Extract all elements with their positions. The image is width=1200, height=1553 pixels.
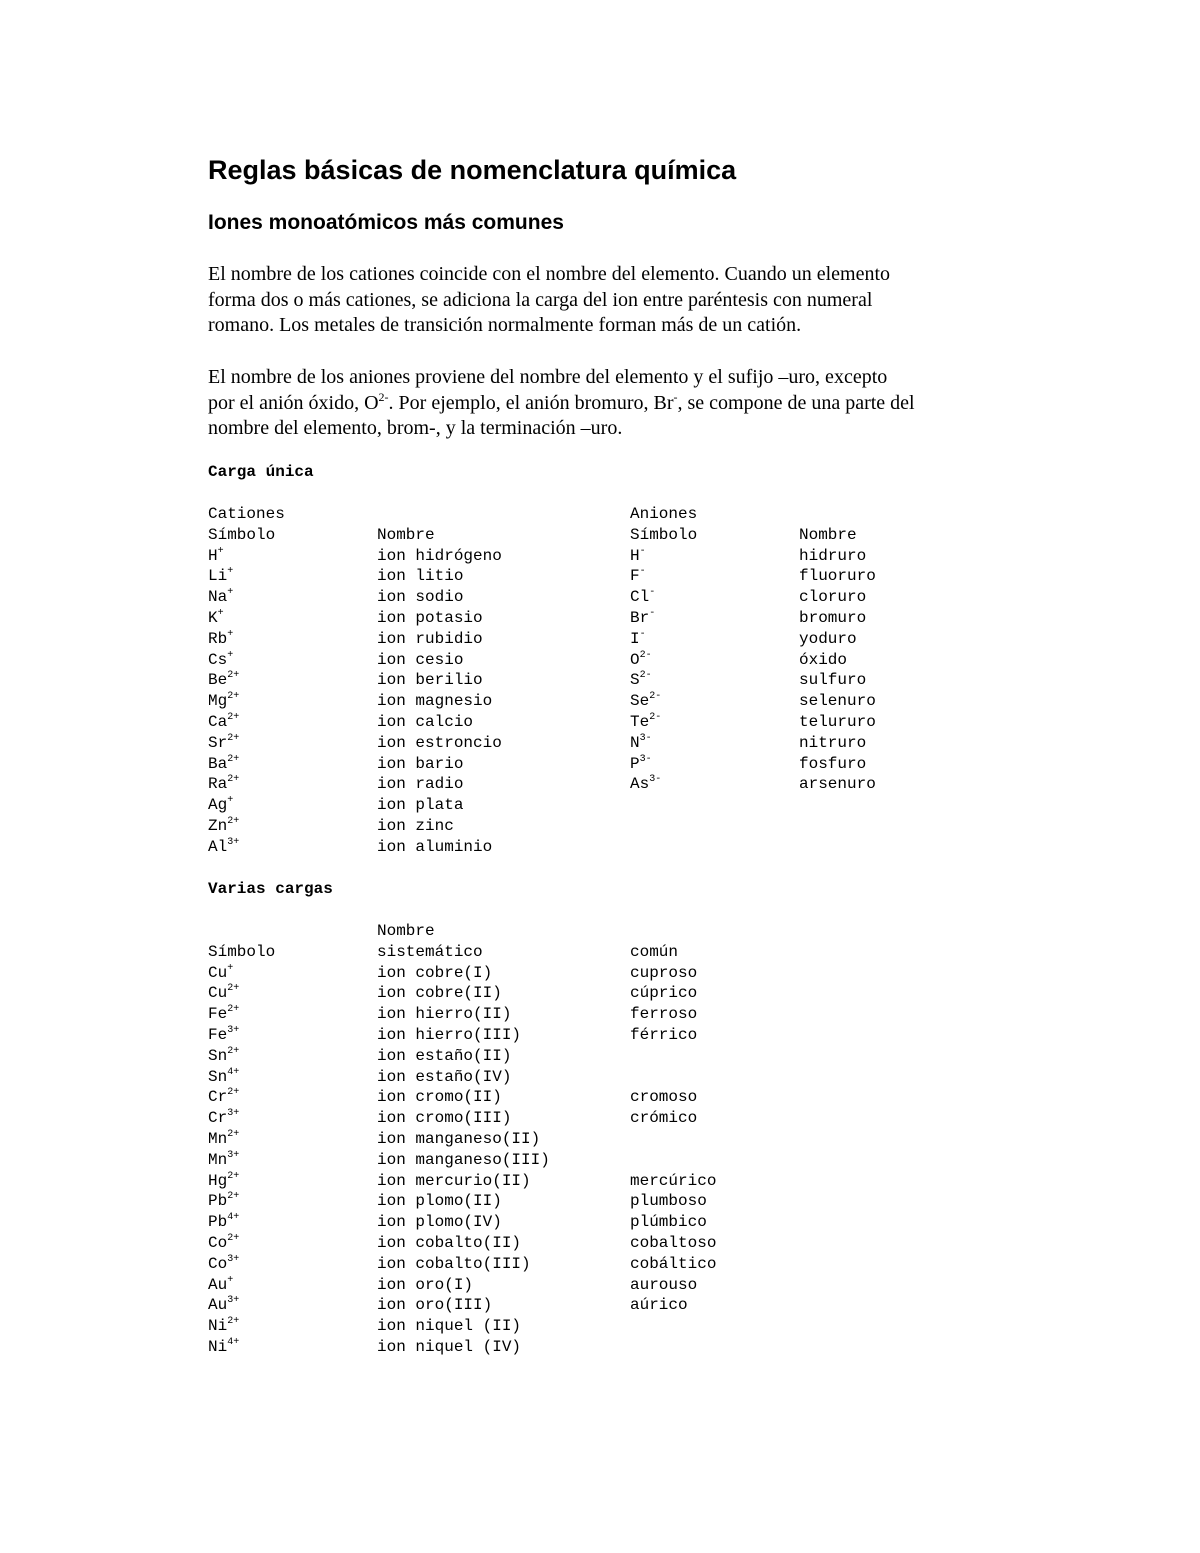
column-header-sistematico: sistemático xyxy=(377,942,483,961)
charge-superscript: 2- xyxy=(649,691,662,703)
charge-superscript: + xyxy=(217,607,224,619)
charge-superscript: 4+ xyxy=(227,1336,240,1348)
ion-symbol xyxy=(208,1150,239,1171)
ion-symbol xyxy=(208,1233,239,1254)
common-name: aúrico xyxy=(630,1296,688,1315)
charge-superscript: 2- xyxy=(378,389,389,404)
cation-name: ion radio xyxy=(377,775,464,794)
element-symbol: H xyxy=(208,546,218,565)
ion-symbol xyxy=(630,629,646,650)
column-header-simbolo: Símbolo xyxy=(208,942,276,961)
element-symbol: S xyxy=(630,671,640,690)
element-symbol: Cl xyxy=(630,588,650,607)
ion-symbol xyxy=(208,546,224,567)
ion-symbol xyxy=(630,650,652,671)
charge-superscript: 3+ xyxy=(227,1024,240,1036)
common-name: crómico xyxy=(630,1109,698,1128)
ion-symbol xyxy=(208,650,233,671)
element-symbol: Fe xyxy=(208,1025,228,1044)
charge-superscript: 3+ xyxy=(227,1108,240,1120)
charge-superscript: 2+ xyxy=(227,691,240,703)
cation-name: ion calcio xyxy=(377,712,474,731)
charge-superscript: 2+ xyxy=(227,711,240,723)
text-run: , se compone de una parte del xyxy=(677,391,915,414)
ion-symbol xyxy=(208,566,233,587)
charge-superscript: 2+ xyxy=(227,1191,240,1203)
column-header-simbolo: Símbolo xyxy=(630,525,698,544)
cation-name: ion litio xyxy=(377,567,464,586)
anion-name: sulfuro xyxy=(799,671,867,690)
charge-superscript: 2+ xyxy=(227,732,240,744)
charge-superscript: 2+ xyxy=(227,670,240,682)
ion-symbol xyxy=(208,774,239,795)
common-name: aurouso xyxy=(630,1275,698,1294)
charge-superscript: 2+ xyxy=(227,774,240,786)
ion-symbol xyxy=(208,1316,239,1337)
systematic-name: ion hierro(III) xyxy=(377,1025,522,1044)
element-symbol: Br xyxy=(630,608,650,627)
element-symbol: Zn xyxy=(208,816,228,835)
cation-name: ion aluminio xyxy=(377,837,493,856)
anion-name: nitruro xyxy=(799,733,867,752)
ion-symbol xyxy=(630,733,652,754)
cation-name: ion sodio xyxy=(377,588,464,607)
systematic-name: ion niquel (II) xyxy=(377,1317,522,1336)
element-symbol: Ra xyxy=(208,775,228,794)
ion-symbol xyxy=(208,754,239,775)
common-name: cromoso xyxy=(630,1088,698,1107)
element-symbol: Sn xyxy=(208,1046,228,1065)
anion-name: hidruro xyxy=(799,546,867,565)
ion-symbol xyxy=(208,1337,239,1358)
cation-name: ion hidrógeno xyxy=(377,546,502,565)
charge-superscript: 2+ xyxy=(227,1170,240,1182)
element-symbol: Be xyxy=(208,671,228,690)
charge-superscript: - xyxy=(673,389,678,404)
column-header-nombre: Nombre xyxy=(377,922,435,940)
paragraph-line: El nombre de los aniones proviene del nombre del elemento y el sufijo –uro, excepto xyxy=(208,366,888,388)
cation-name: ion berilio xyxy=(377,671,483,690)
aniones-header: Aniones xyxy=(630,505,698,523)
element-symbol: Ni xyxy=(208,1317,228,1336)
paragraph-line: forma dos o más cationes, se adiciona la carga del ion entre paréntesis con numeral xyxy=(208,288,873,311)
charge-superscript: 2- xyxy=(639,649,652,661)
element-symbol: F xyxy=(630,567,640,586)
paragraph-cationes xyxy=(208,262,998,339)
systematic-name: ion hierro(II) xyxy=(377,1005,512,1024)
charge-superscript: + xyxy=(227,1274,234,1286)
ion-symbol xyxy=(208,1025,239,1046)
element-symbol: Cu xyxy=(208,984,228,1003)
systematic-name: ion estaño(II) xyxy=(377,1046,512,1065)
column-header-comun: común xyxy=(630,942,679,961)
systematic-name: ion manganeso(II) xyxy=(377,1129,541,1148)
charge-superscript: 2- xyxy=(649,711,662,723)
ion-symbol xyxy=(630,587,655,608)
element-symbol: N xyxy=(630,733,640,752)
common-name: cobáltico xyxy=(630,1254,717,1273)
ion-symbol xyxy=(208,1295,239,1316)
charge-superscript: + xyxy=(227,795,234,807)
charge-superscript: 2+ xyxy=(227,1087,240,1099)
element-symbol: Au xyxy=(208,1296,228,1315)
anion-name: yoduro xyxy=(799,629,857,648)
varias-cargas-title: Varias cargas xyxy=(208,880,333,898)
charge-superscript: 3+ xyxy=(227,1253,240,1265)
charge-superscript: 4+ xyxy=(227,1066,240,1078)
ion-symbol xyxy=(208,795,233,816)
column-header-nombre: Nombre xyxy=(799,525,857,544)
common-name: plúmbico xyxy=(630,1213,707,1232)
charge-superscript: 2+ xyxy=(227,983,240,995)
charge-superscript: 2+ xyxy=(227,1232,240,1244)
ion-symbol xyxy=(208,1108,239,1129)
ion-symbol xyxy=(208,1275,233,1296)
element-symbol: Pb xyxy=(208,1213,228,1232)
page-title: Reglas básicas de nomenclatura química xyxy=(208,155,737,185)
paragraph-line: romano. Los metales de transición normalmente forman más de un catión. xyxy=(208,314,802,337)
charge-superscript: + xyxy=(217,545,224,557)
text-run: por el anión óxido, O xyxy=(208,391,379,414)
ion-symbol xyxy=(208,629,233,650)
cation-name: ion magnesio xyxy=(377,692,493,711)
element-symbol: Co xyxy=(208,1233,228,1252)
element-symbol: As xyxy=(630,775,650,794)
charge-superscript: - xyxy=(649,607,656,619)
common-name: ferroso xyxy=(630,1005,698,1024)
systematic-name: ion mercurio(II) xyxy=(377,1171,531,1190)
charge-superscript: 3- xyxy=(649,774,662,786)
systematic-name: ion cromo(III) xyxy=(377,1109,512,1128)
ion-symbol xyxy=(208,1171,239,1192)
ion-symbol xyxy=(630,566,646,587)
charge-superscript: 3+ xyxy=(227,1149,240,1161)
anion-name: fosfuro xyxy=(799,754,867,773)
systematic-name: ion estaño(IV) xyxy=(377,1067,512,1086)
ion-symbol xyxy=(208,1087,239,1108)
cation-name: ion bario xyxy=(377,754,464,773)
ion-symbol xyxy=(630,608,655,629)
systematic-name: ion plomo(II) xyxy=(377,1192,502,1211)
element-symbol: Na xyxy=(208,588,228,607)
cation-name: ion zinc xyxy=(377,816,454,835)
element-symbol: Mn xyxy=(208,1150,228,1169)
element-symbol: Ag xyxy=(208,796,228,815)
cation-name: ion cesio xyxy=(377,650,464,669)
anion-name: telururo xyxy=(799,712,876,731)
cation-name: ion plata xyxy=(377,796,464,815)
ion-symbol xyxy=(630,691,661,712)
anion-name: bromuro xyxy=(799,608,867,627)
anion-name: selenuro xyxy=(799,692,876,711)
element-symbol: Rb xyxy=(208,629,228,648)
text-run: . Por ejemplo, el anión bromuro, Br xyxy=(388,391,674,414)
systematic-name: ion cromo(II) xyxy=(377,1088,502,1107)
element-symbol: Mg xyxy=(208,692,228,711)
ion-symbol xyxy=(630,670,652,691)
charge-superscript: + xyxy=(227,628,234,640)
element-symbol: Te xyxy=(630,712,650,731)
charge-superscript: 3- xyxy=(639,732,652,744)
systematic-name: ion cobalto(III) xyxy=(377,1254,531,1273)
cation-name: ion estroncio xyxy=(377,733,502,752)
systematic-name: ion cobalto(II) xyxy=(377,1233,522,1252)
element-symbol: Se xyxy=(630,692,650,711)
element-symbol: I xyxy=(630,629,640,648)
anion-name: fluoruro xyxy=(799,567,876,586)
charge-superscript: 2+ xyxy=(227,815,240,827)
column-header-nombre: Nombre xyxy=(377,525,435,544)
charge-superscript: 2+ xyxy=(227,1045,240,1057)
common-name: mercúrico xyxy=(630,1171,717,1190)
ion-symbol xyxy=(208,837,239,858)
paragraph-aniones xyxy=(208,365,998,442)
ion-symbol xyxy=(208,1212,239,1233)
charge-superscript: 3+ xyxy=(227,1295,240,1307)
ion-symbol xyxy=(630,774,661,795)
paragraph-line xyxy=(208,391,998,417)
element-symbol: Cr xyxy=(208,1109,228,1128)
systematic-name: ion niquel (IV) xyxy=(377,1337,522,1356)
charge-superscript: + xyxy=(227,962,234,974)
column-header-simbolo: Símbolo xyxy=(208,525,276,544)
ion-symbol xyxy=(630,546,646,567)
charge-superscript: - xyxy=(639,566,646,578)
ion-symbol xyxy=(208,733,239,754)
element-symbol: Cu xyxy=(208,963,228,982)
charge-superscript: 2+ xyxy=(227,1004,240,1016)
ion-symbol xyxy=(208,1067,239,1088)
anion-name: óxido xyxy=(799,650,848,669)
element-symbol: Hg xyxy=(208,1171,228,1190)
element-symbol: Ni xyxy=(208,1337,228,1356)
charge-superscript: + xyxy=(227,649,234,661)
element-symbol: Au xyxy=(208,1275,228,1294)
systematic-name: ion plomo(IV) xyxy=(377,1213,502,1232)
element-symbol: Cs xyxy=(208,650,228,669)
anion-name: arsenuro xyxy=(799,775,876,794)
element-symbol: O xyxy=(630,650,640,669)
systematic-name: ion cobre(I) xyxy=(377,963,493,982)
element-symbol: H xyxy=(630,546,640,565)
common-name: cuproso xyxy=(630,963,698,982)
charge-superscript: 3- xyxy=(639,753,652,765)
systematic-name: ion cobre(II) xyxy=(377,984,502,1003)
ion-symbol xyxy=(208,587,233,608)
charge-superscript: + xyxy=(227,566,234,578)
ion-symbol xyxy=(208,608,224,629)
carga-unica-title: Carga única xyxy=(208,463,314,481)
ion-symbol xyxy=(208,816,239,837)
element-symbol: Mn xyxy=(208,1129,228,1148)
element-symbol: Ca xyxy=(208,712,228,731)
charge-superscript: 3+ xyxy=(227,836,240,848)
charge-superscript: - xyxy=(649,587,656,599)
ion-symbol xyxy=(630,712,661,733)
common-name: cúprico xyxy=(630,984,698,1003)
common-name: plumboso xyxy=(630,1192,707,1211)
systematic-name: ion oro(I) xyxy=(377,1275,474,1294)
section-subtitle: Iones monoatómicos más comunes xyxy=(208,211,564,234)
charge-superscript: + xyxy=(227,587,234,599)
element-symbol: Fe xyxy=(208,1005,228,1024)
ion-symbol xyxy=(208,670,239,691)
cation-name: ion rubidio xyxy=(377,629,483,648)
common-name: férrico xyxy=(630,1025,698,1044)
charge-superscript: 2- xyxy=(639,670,652,682)
charge-superscript: 2+ xyxy=(227,1316,240,1328)
element-symbol: Al xyxy=(208,837,228,856)
paragraph-line: El nombre de los cationes coincide con el nombre del elemento. Cuando un elemento xyxy=(208,263,891,285)
ion-symbol xyxy=(208,1004,239,1025)
cation-name: ion potasio xyxy=(377,608,483,627)
ion-symbol xyxy=(208,712,239,733)
ion-symbol xyxy=(208,691,239,712)
charge-superscript: - xyxy=(639,545,646,557)
ion-symbol xyxy=(208,1191,239,1212)
ion-symbol xyxy=(208,983,239,1004)
element-symbol: Li xyxy=(208,567,228,586)
ion-symbol xyxy=(630,754,652,775)
element-symbol: Sn xyxy=(208,1067,228,1086)
element-symbol: Co xyxy=(208,1254,228,1273)
element-symbol: Cr xyxy=(208,1088,228,1107)
ion-symbol xyxy=(208,1254,239,1275)
charge-superscript: 2+ xyxy=(227,1128,240,1140)
systematic-name: ion manganeso(III) xyxy=(377,1150,550,1169)
cationes-header: Cationes xyxy=(208,505,285,523)
systematic-name: ion oro(III) xyxy=(377,1296,493,1315)
ion-symbol xyxy=(208,1046,239,1067)
ion-symbol xyxy=(208,1129,239,1150)
element-symbol: K xyxy=(208,608,218,627)
paragraph-line: nombre del elemento, brom-, y la terminación –uro. xyxy=(208,417,623,440)
element-symbol: P xyxy=(630,754,640,773)
element-symbol: Sr xyxy=(208,733,228,752)
ion-symbol xyxy=(208,963,233,984)
charge-superscript: - xyxy=(639,628,646,640)
element-symbol: Pb xyxy=(208,1192,228,1211)
anion-name: cloruro xyxy=(799,588,867,607)
element-symbol: Ba xyxy=(208,754,228,773)
common-name: cobaltoso xyxy=(630,1233,717,1252)
charge-superscript: 4+ xyxy=(227,1212,240,1224)
charge-superscript: 2+ xyxy=(227,753,240,765)
